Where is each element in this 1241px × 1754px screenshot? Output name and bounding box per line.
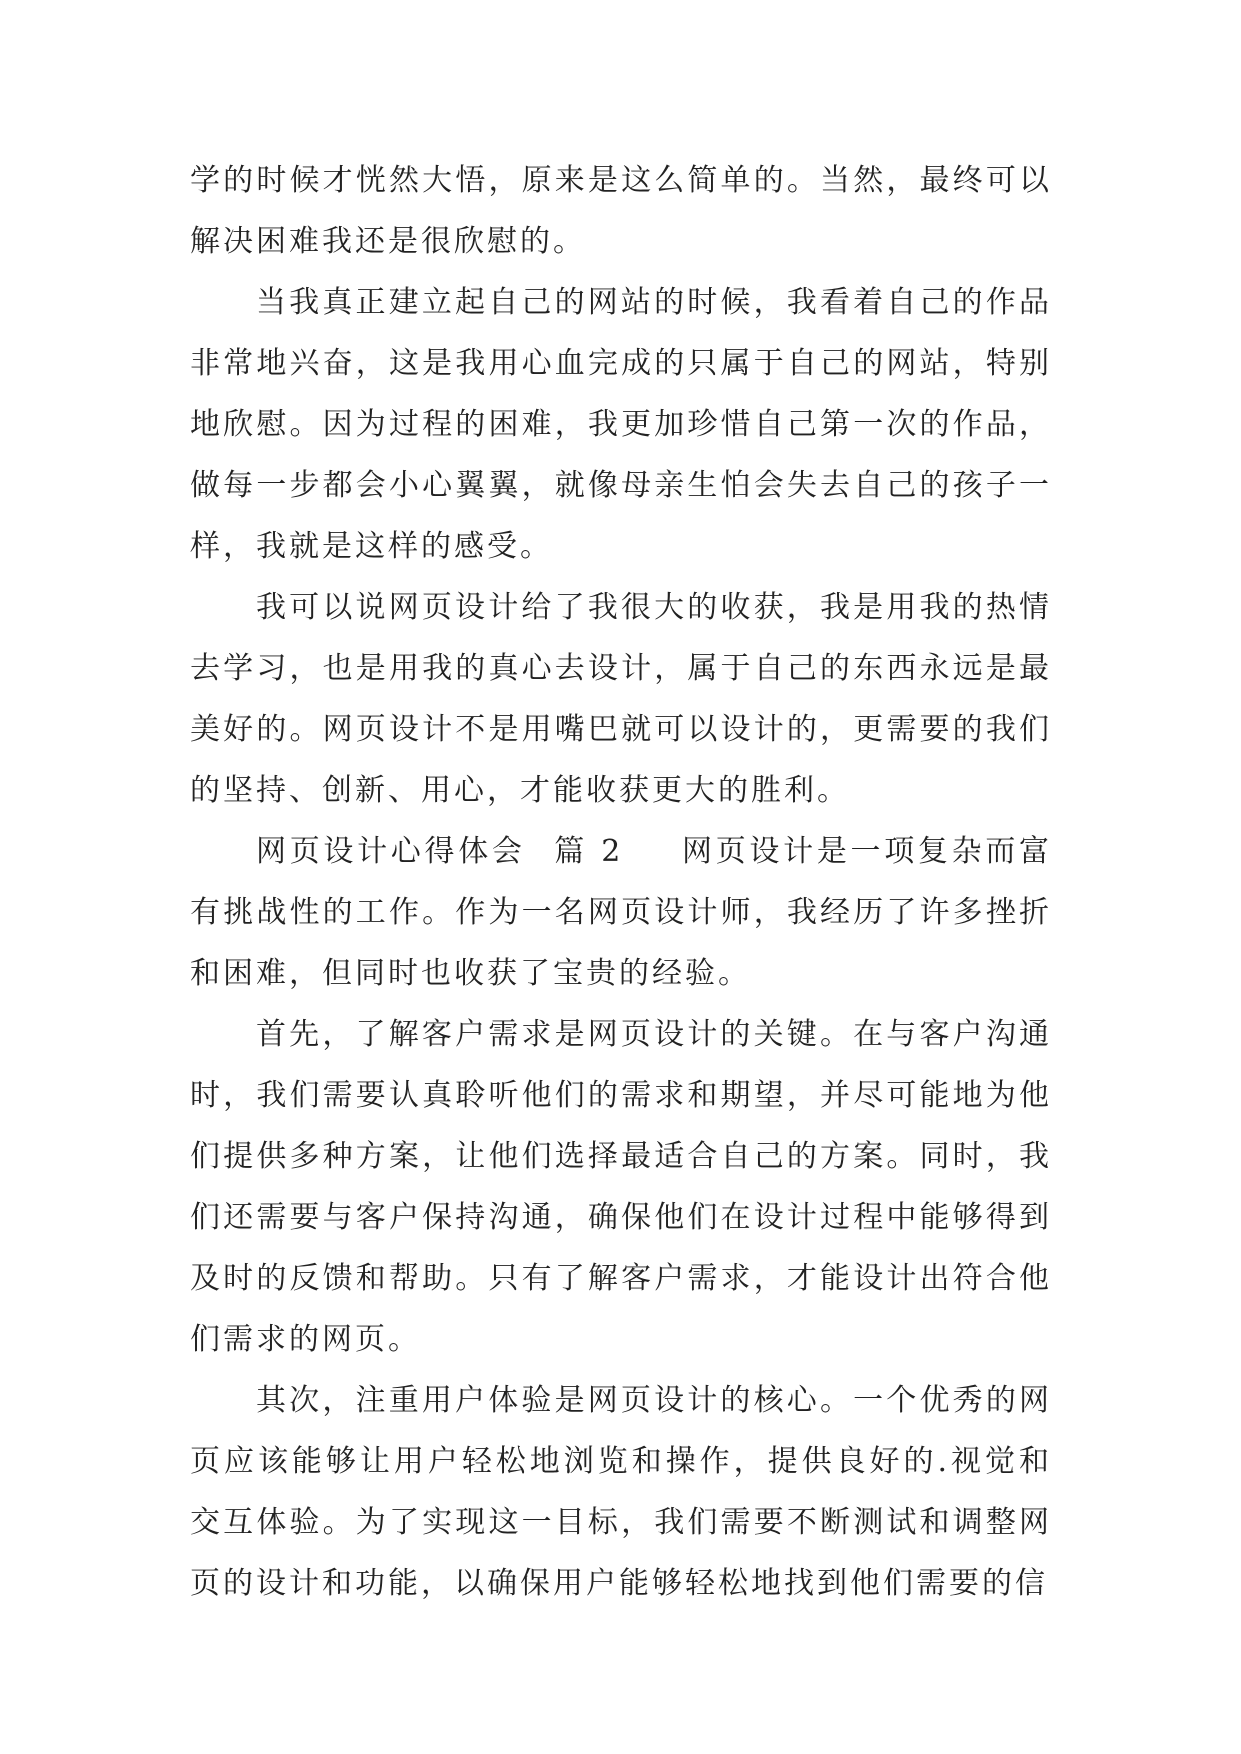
section-label: 篇 2 (553, 834, 624, 869)
paragraph-3: 我可以说网页设计给了我很大的收获，我是用我的热情去学习，也是用我的真心去设计，属于自己的东西永远是最美好的。网页设计不是用嘴巴就可以设计的，更需要的我们的坚持、创新、用心，才能收获更大的胜利。 (190, 590, 1052, 808)
paragraph-5: 首先，了解客户需求是网页设计的关键。在与客户沟通时，我们需要认真聆听他们的需求和期望，并尽可能地为他们提供多种方案，让他们选择最适合自己的方案。同时，我们还需要与客户保持沟通，确保他们在设计过程中能够得到及时的反馈和帮助。只有了解客户需求，才能设计出符合他们需求的网页。 (190, 1017, 1052, 1357)
section-heading-paragraph (190, 821, 1052, 1004)
paragraph-2: 当我真正建立起自己的网站的时候，我看着自己的作品非常地兴奋，这是我用心血完成的只属于自己的网站，特别地欣慰。因为过程的困难，我更加珍惜自己第一次的作品，做每一步都会小心翼翼，就像母亲生怕会失去自己的孩子一样，我就是这样的感受。 (190, 285, 1052, 564)
section-title: 网页设计心得体会 (256, 834, 526, 869)
paragraph-1: 学的时候才恍然大悟，原来是这么简单的。当然，最终可以解决困难我还是很欣慰的。 (190, 163, 1052, 259)
document-body (190, 150, 1052, 1614)
section-intro-text: 网页设计是一项复杂而富有挑战性的工作。作为一名网页设计师，我经历了许多挫折和困难，但同时也收获了宝贵的经验。 (190, 834, 1053, 991)
paragraph-6: 其次，注重用户体验是网页设计的核心。一个优秀的网页应该能够让用户轻松地浏览和操作，提供良好的.视觉和交互体验。为了实现这一目标，我们需要不断测试和调整网页的设计和功能，以确保用户能够轻松地找到他们需要的信 (190, 1383, 1052, 1601)
